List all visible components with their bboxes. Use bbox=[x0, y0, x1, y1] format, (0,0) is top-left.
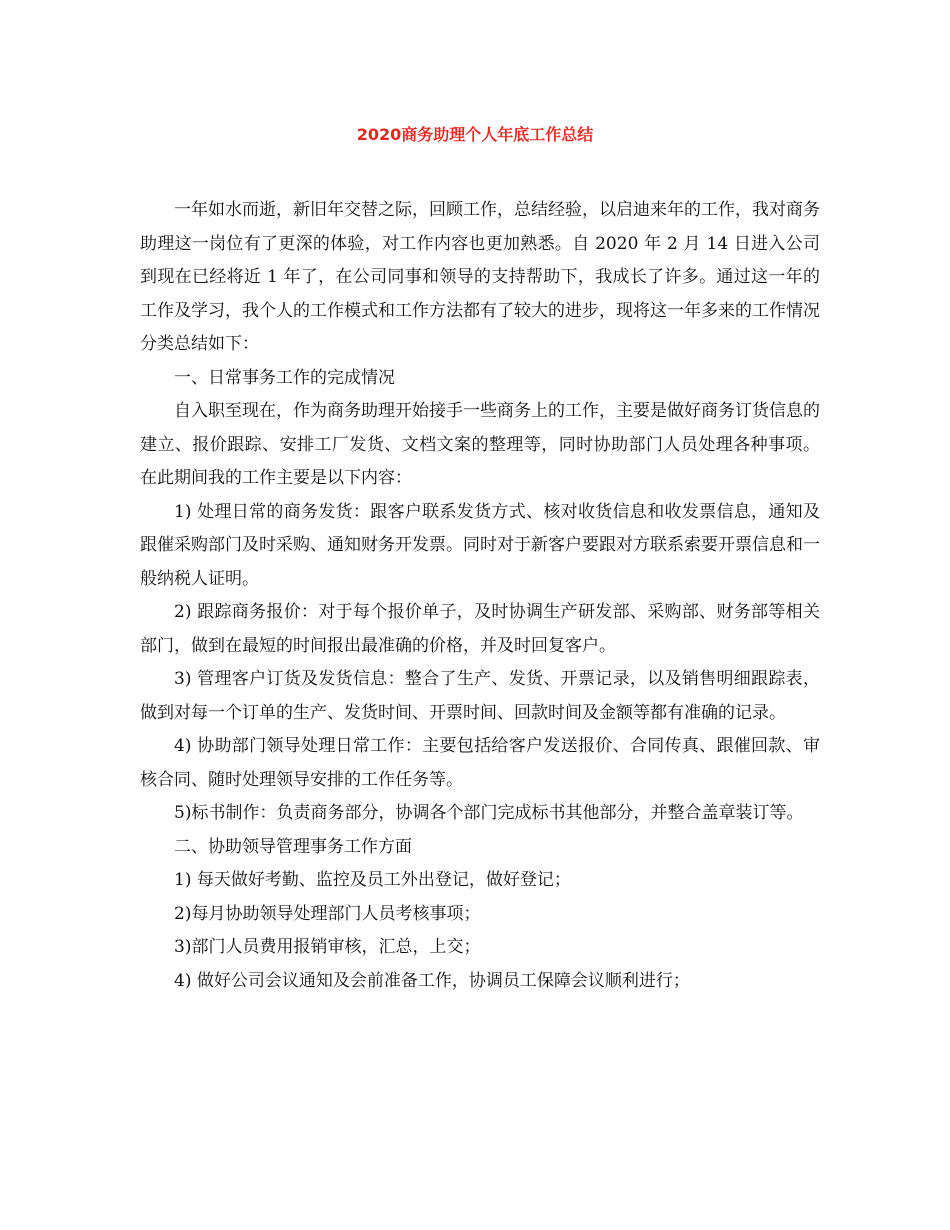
list-item: 1) 每天做好考勤、监控及员工外出登记，做好登记； bbox=[174, 870, 571, 890]
list-item: 3) 管理客户订货及发货信息：整合了生产、发货、开票记录，以及销售明细跟踪表，做到对每一个订单的生产、发货时间、开票时间、回款时间及金额等都有准确的记录。 bbox=[140, 669, 820, 723]
list-item: 4) 做好公司会议通知及会前准备工作，协调员工保障会议顺利进行； bbox=[174, 970, 690, 991]
list-item: 2)每月协助领导处理部门人员考核事项； bbox=[174, 903, 481, 924]
paragraph-intro: 一年如水而逝，新旧年交替之际，回顾工作，总结经验，以启迪来年的工作，我对商务助理这一岗位有了更深的体验，对工作内容也更加熟悉。自 2020 年 2 月 14 日进入公司到现在已经将近 1 年了，在公司同事和领导的支持帮助下，我成长了许多。通过这一年的工作及学习，我个人的工作模式和工作方法都有了较大的进步，现将这一年多来的工作情况分类总结如下： bbox=[140, 200, 820, 354]
section-heading-2: 二、协助领导管理事务工作方面 bbox=[174, 836, 412, 857]
list-item: 1) 处理日常的商务发货：跟客户联系发货方式、核对收货信息和收发票信息，通知及跟催采购部门及时采购、通知财务开发票。同时对于新客户要跟对方联系索要开票信息和一般纳税人证明。 bbox=[140, 501, 820, 589]
list-item: 2) 跟踪商务报价：对于每个报价单子，及时协调生产研发部、采购部、财务部等相关部门，做到在最短的时间报出最准确的价格，并及时回复客户。 bbox=[140, 602, 820, 656]
paragraph-section-1-intro: 自入职至现在，作为商务助理开始接手一些商务上的工作，主要是做好商务订货信息的建立、报价跟踪、安排工厂发货、文档文案的整理等，同时协助部门人员处理各种事项。 在此期间我的工作主要是以下内容： bbox=[140, 401, 820, 488]
list-item: 4) 协助部门领导处理日常工作：主要包括给客户发送报价、合同传真、跟催回款、审核合同、随时处理领导安排的工作任务等。 bbox=[140, 736, 820, 790]
list-item: 3)部门人员费用报销审核，汇总，上交； bbox=[174, 937, 481, 957]
document-body bbox=[140, 194, 820, 998]
list-item: 5)标书制作：负责商务部分，协调各个部门完成标书其他部分，并整合盖章装订等。 bbox=[174, 803, 804, 823]
section-heading-1: 一、日常事务工作的完成情况 bbox=[174, 367, 395, 388]
document-title: 2020商务助理个人年底工作总结 bbox=[356, 125, 594, 144]
